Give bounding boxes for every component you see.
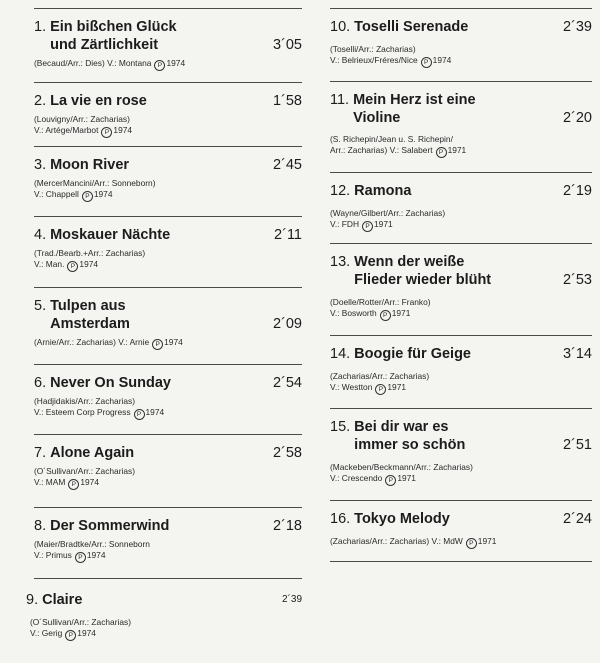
track-number: 10. bbox=[330, 19, 351, 35]
track-number: 15. bbox=[330, 419, 351, 435]
track-item bbox=[34, 365, 302, 435]
track-item bbox=[34, 147, 302, 217]
track-number: 5. bbox=[34, 298, 47, 314]
track-number: 13. bbox=[330, 254, 351, 270]
track-number: 8. bbox=[34, 518, 47, 534]
phonogram-icon: P bbox=[68, 479, 79, 490]
track-item bbox=[34, 83, 302, 147]
track-credits: (O´Sullivan/Arr.: Zacharias) V.: Gerig P 1974 bbox=[30, 617, 131, 639]
track-item bbox=[26, 579, 302, 663]
track-number: 9. bbox=[26, 592, 39, 608]
track-duration: 2´39 bbox=[562, 19, 592, 35]
track-credits: (Mackeben/Beckmann/Arr.: Zacharias) V.: Crescendo P 1971 bbox=[330, 462, 473, 484]
track-item bbox=[34, 9, 302, 83]
phonogram-icon: P bbox=[154, 60, 165, 71]
track-title: Tulpen aus Amsterdam bbox=[50, 298, 130, 332]
track-item bbox=[330, 501, 592, 562]
track-credits: (Doelle/Rotter/Arr.: Franko) V.: Bosworth P 1971 bbox=[330, 297, 431, 319]
track-number: 1. bbox=[34, 19, 47, 35]
track-duration: 2´24 bbox=[562, 511, 592, 527]
track-credits: (MercerMancini/Arr.: Sonneborn) V.: Chappell P 1974 bbox=[34, 178, 156, 200]
track-duration: 3´05 bbox=[272, 37, 302, 53]
tracklist-left-column bbox=[26, 0, 302, 663]
track-number: 6. bbox=[34, 375, 47, 391]
track-title: Claire bbox=[42, 592, 83, 608]
track-number: 16. bbox=[330, 511, 351, 527]
track-duration: 2´11 bbox=[274, 227, 302, 243]
track-item bbox=[330, 173, 592, 244]
track-item bbox=[330, 244, 592, 336]
track-title: Alone Again bbox=[50, 445, 135, 461]
track-number: 7. bbox=[34, 445, 47, 461]
phonogram-icon: P bbox=[67, 261, 78, 272]
track-credits: (Hadjidakis/Arr.: Zacharias) V.: Esteem Corp Progress P 1974 bbox=[34, 396, 165, 418]
track-number: 12. bbox=[330, 183, 351, 199]
track-number: 3. bbox=[34, 157, 47, 173]
track-credits: (Trad./Bearb.+Arr.: Zacharias) V.: Man. P 1974 bbox=[34, 248, 146, 270]
phonogram-icon: P bbox=[101, 127, 112, 138]
track-title: Moskauer Nächte bbox=[50, 227, 171, 243]
track-credits: (Wayne/Gilbert/Arr.: Zacharias) V.: FDH P 1971 bbox=[330, 208, 446, 230]
phonogram-icon: P bbox=[385, 475, 396, 486]
divider bbox=[330, 561, 592, 562]
track-duration: 2´39 bbox=[281, 594, 302, 605]
tracklist-right-column bbox=[330, 0, 592, 562]
track-credits: (Maier/Bradtke/Arr.: Sonneborn V.: Primus P 1974 bbox=[34, 539, 150, 561]
track-duration: 3´14 bbox=[562, 346, 592, 362]
track-item bbox=[330, 82, 592, 173]
track-item bbox=[34, 288, 302, 365]
track-duration: 2´58 bbox=[272, 445, 302, 461]
track-credits: (Arnie/Arr.: Zacharias) V.: Arnie P 1974 bbox=[34, 337, 183, 348]
track-title: La vie en rose bbox=[50, 93, 147, 109]
track-credits: (Zacharias/Arr.: Zacharias) V.: MdW P 1971 bbox=[330, 536, 497, 547]
track-item bbox=[330, 336, 592, 409]
track-title: Wenn der weiße Flieder wieder blüht bbox=[354, 254, 492, 288]
track-number: 2. bbox=[34, 93, 47, 109]
phonogram-icon: P bbox=[82, 191, 93, 202]
track-item bbox=[34, 217, 302, 288]
track-duration: 2´53 bbox=[562, 272, 592, 288]
track-title: Moon River bbox=[50, 157, 130, 173]
track-duration: 1´58 bbox=[272, 93, 302, 109]
track-duration: 2´54 bbox=[272, 375, 302, 391]
track-title: Der Sommerwind bbox=[50, 518, 170, 534]
track-item bbox=[330, 409, 592, 501]
track-title: Bei dir war es immer so schön bbox=[354, 419, 466, 453]
track-title: Toselli Serenade bbox=[354, 19, 469, 35]
track-item bbox=[34, 508, 302, 579]
track-duration: 2´19 bbox=[562, 183, 592, 199]
phonogram-icon: P bbox=[436, 147, 447, 158]
track-title: Ramona bbox=[354, 183, 412, 199]
track-credits: (Louvigny/Arr.: Zacharias) V.: Artége/Marbot P 1974 bbox=[34, 114, 133, 136]
track-credits: (Zacharias/Arr.: Zacharias) V.: Westton P 1971 bbox=[330, 371, 430, 393]
track-credits: (O´Sullivan/Arr.: Zacharias) V.: MAM P 1974 bbox=[34, 466, 135, 488]
phonogram-icon: P bbox=[421, 57, 432, 68]
phonogram-icon: P bbox=[362, 221, 373, 232]
track-duration: 2´18 bbox=[272, 518, 302, 534]
track-number: 14. bbox=[330, 346, 351, 362]
phonogram-icon: P bbox=[380, 310, 391, 321]
track-title: Boogie für Geige bbox=[354, 346, 471, 362]
track-credits: (S. Richepin/Jean u. S. Richepin/ Arr.: Zacharias) V.: Salabert P 1971 bbox=[330, 134, 467, 156]
track-credits: (Toselli/Arr.: Zacharias) V.: Belrieux/Fréres/Nice P 1974 bbox=[330, 44, 452, 66]
track-number: 11. bbox=[330, 92, 350, 108]
track-number: 4. bbox=[34, 227, 47, 243]
track-title: Never On Sunday bbox=[50, 375, 171, 391]
phonogram-icon: P bbox=[65, 630, 76, 641]
track-duration: 2´09 bbox=[272, 316, 302, 332]
track-duration: 2´20 bbox=[562, 110, 592, 126]
phonogram-icon: P bbox=[134, 409, 145, 420]
phonogram-icon: P bbox=[466, 538, 477, 549]
track-credits: (Becaud/Arr.: Dies) V.: Montana P 1974 bbox=[34, 58, 186, 69]
track-duration: 2´45 bbox=[272, 157, 302, 173]
track-title: Ein bißchen Glück und Zärtlichkeit bbox=[50, 19, 177, 53]
track-title: Mein Herz ist eine Violine bbox=[353, 92, 476, 126]
phonogram-icon: P bbox=[152, 339, 163, 350]
track-item bbox=[330, 9, 592, 82]
track-duration: 2´51 bbox=[562, 437, 592, 453]
phonogram-icon: P bbox=[75, 552, 86, 563]
track-title: Tokyo Melody bbox=[354, 511, 450, 527]
track-item bbox=[34, 435, 302, 508]
phonogram-icon: P bbox=[375, 384, 386, 395]
